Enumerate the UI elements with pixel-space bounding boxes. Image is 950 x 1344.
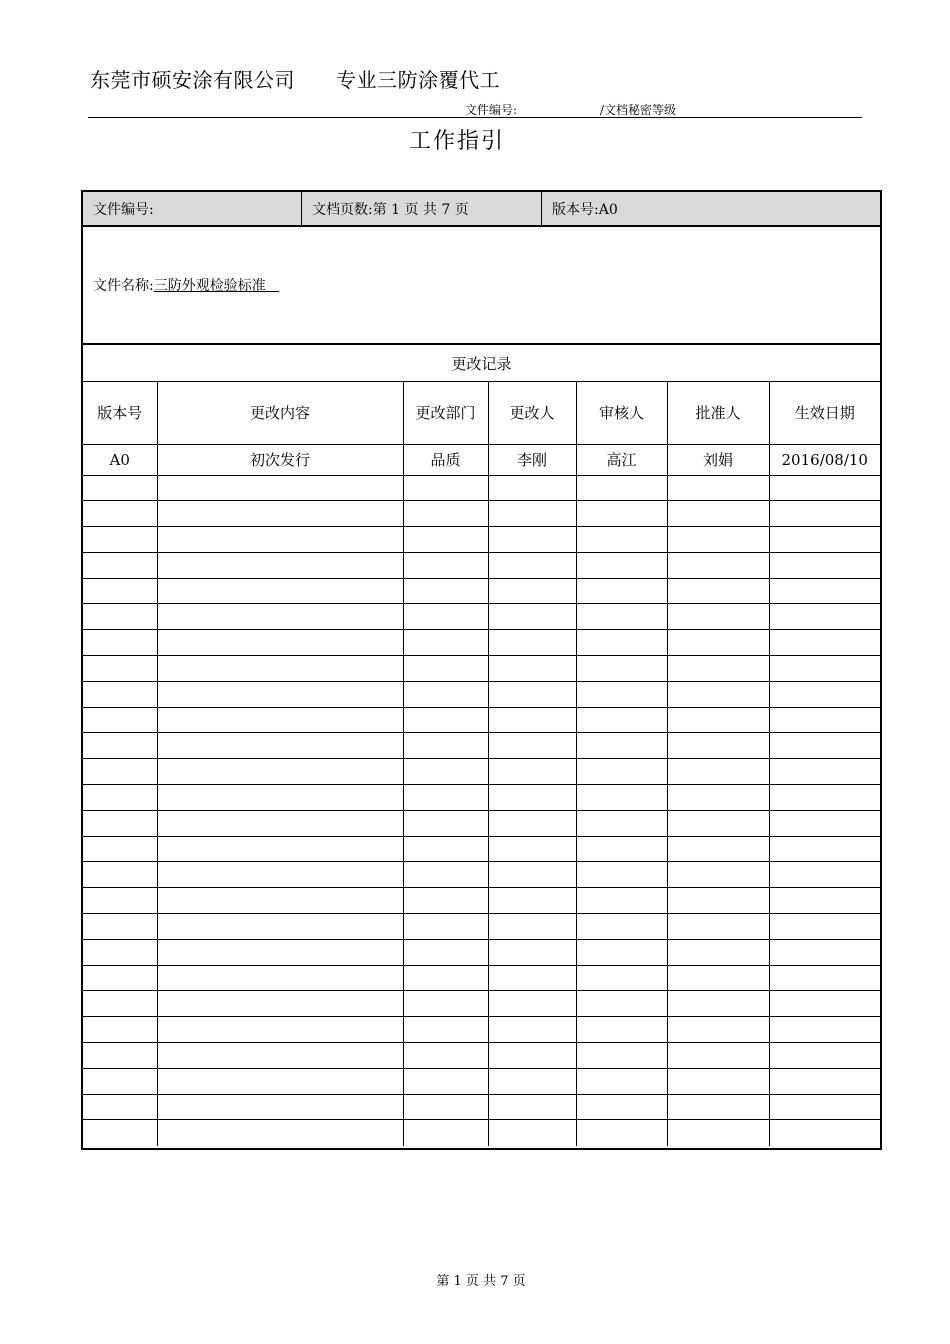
- table-cell: [667, 681, 769, 707]
- table-cell: [403, 681, 488, 707]
- table-cell: [488, 914, 576, 940]
- table-cell: [769, 965, 880, 991]
- table-cell: [488, 991, 576, 1017]
- table-cell: [667, 939, 769, 965]
- table-cell: [576, 552, 667, 578]
- table-cell: [667, 656, 769, 682]
- table-cell: [769, 1043, 880, 1069]
- table-cell: [403, 888, 488, 914]
- table-cell: [667, 1017, 769, 1043]
- table-cell: [769, 681, 880, 707]
- table-cell: [157, 965, 403, 991]
- table-cell: [576, 759, 667, 785]
- table-cell: [403, 965, 488, 991]
- table-cell: [157, 1017, 403, 1043]
- table-cell: [83, 527, 157, 553]
- table-row: [83, 1017, 880, 1043]
- table-cell: [667, 501, 769, 527]
- table-cell: [157, 1120, 403, 1146]
- table-cell: [576, 604, 667, 630]
- table-cell: [576, 785, 667, 811]
- version-cell: 版本号:A0: [552, 201, 618, 218]
- table-cell: 品质: [403, 444, 488, 475]
- document-title: 工作指引: [408, 129, 505, 154]
- table-cell: [157, 578, 403, 604]
- table-cell: [667, 630, 769, 656]
- table-cell: [83, 862, 157, 888]
- header-secret-level-label: /文档秘密等级: [600, 103, 677, 117]
- table-cell: [488, 888, 576, 914]
- table-cell: [769, 630, 880, 656]
- table-cell: [576, 862, 667, 888]
- table-row: [83, 1068, 880, 1094]
- table-cell: [157, 810, 403, 836]
- file-name-box: [83, 227, 880, 345]
- table-row: [83, 836, 880, 862]
- table-cell: [576, 707, 667, 733]
- document-frame: [81, 190, 882, 1150]
- table-cell: [488, 552, 576, 578]
- table-cell: [488, 1043, 576, 1069]
- table-cell: [157, 475, 403, 501]
- table-cell: [488, 681, 576, 707]
- table-row: [83, 759, 880, 785]
- table-row: [83, 604, 880, 630]
- table-cell: [488, 785, 576, 811]
- page-count-cell: 文档页数:第 1 页 共 7 页: [302, 192, 542, 225]
- table-cell: [769, 1120, 880, 1146]
- table-cell: [576, 578, 667, 604]
- table-cell: [403, 785, 488, 811]
- table-cell: [83, 1043, 157, 1069]
- table-cell: [157, 733, 403, 759]
- table-cell: [576, 939, 667, 965]
- table-cell: [403, 914, 488, 940]
- table-cell: [769, 578, 880, 604]
- table-row: [83, 552, 880, 578]
- table-cell: [157, 759, 403, 785]
- table-cell: [403, 810, 488, 836]
- file-name-value: 三防外观检验标准: [153, 278, 280, 294]
- table-cell: [667, 991, 769, 1017]
- table-cell: [83, 836, 157, 862]
- table-cell: [576, 1043, 667, 1069]
- table-cell: [403, 501, 488, 527]
- table-cell: [83, 656, 157, 682]
- document-info-row: [83, 192, 880, 227]
- table-cell: [769, 785, 880, 811]
- column-header-version: 版本号: [83, 382, 157, 444]
- table-cell: [83, 1120, 157, 1146]
- table-cell: [403, 1043, 488, 1069]
- table-cell: [576, 914, 667, 940]
- table-cell: [769, 759, 880, 785]
- table-cell: [667, 759, 769, 785]
- table-cell: [769, 836, 880, 862]
- table-cell: 高江: [576, 444, 667, 475]
- table-cell: [403, 656, 488, 682]
- change-record-title: 更改记录: [83, 345, 880, 382]
- table-cell: [488, 965, 576, 991]
- table-cell: [403, 939, 488, 965]
- table-cell: [576, 836, 667, 862]
- table-cell: [488, 475, 576, 501]
- table-cell: [667, 810, 769, 836]
- table-row: [83, 785, 880, 811]
- table-cell: [403, 733, 488, 759]
- table-row: [83, 681, 880, 707]
- table-cell: [83, 604, 157, 630]
- table-cell: [667, 862, 769, 888]
- table-cell: [157, 630, 403, 656]
- table-cell: [403, 578, 488, 604]
- table-cell: [667, 1120, 769, 1146]
- table-cell: [403, 604, 488, 630]
- table-cell: [403, 836, 488, 862]
- table-cell: [769, 656, 880, 682]
- table-cell: [157, 1094, 403, 1120]
- table-cell: [157, 785, 403, 811]
- table-cell: [403, 1094, 488, 1120]
- table-cell: [667, 475, 769, 501]
- table-row: [83, 965, 880, 991]
- table-cell: [576, 965, 667, 991]
- file-number-cell: 文件编号:: [83, 192, 302, 225]
- table-cell: [403, 1068, 488, 1094]
- table-cell: [667, 1068, 769, 1094]
- table-cell: 刘娟: [667, 444, 769, 475]
- page-footer: 第 1 页 共 7 页: [436, 1274, 526, 1289]
- company-slogan: 专业三防涂覆代工: [336, 68, 501, 92]
- table-header-row: [83, 382, 880, 444]
- table-cell: [488, 1068, 576, 1094]
- table-cell: [576, 656, 667, 682]
- table-cell: [667, 1094, 769, 1120]
- table-cell: [667, 578, 769, 604]
- column-header-changer: 更改人: [488, 382, 576, 444]
- table-cell: [667, 1043, 769, 1069]
- table-cell: A0: [83, 444, 157, 475]
- table-cell: [403, 991, 488, 1017]
- table-row: [83, 578, 880, 604]
- table-cell: [488, 759, 576, 785]
- table-cell: [488, 836, 576, 862]
- table-cell: [83, 991, 157, 1017]
- column-header-content: 更改内容: [157, 382, 403, 444]
- table-cell: 李刚: [488, 444, 576, 475]
- table-cell: [667, 965, 769, 991]
- table-cell: [488, 501, 576, 527]
- table-cell: [83, 475, 157, 501]
- table-cell: [488, 630, 576, 656]
- table-row: [83, 939, 880, 965]
- table-cell: [769, 733, 880, 759]
- table-cell: [769, 1068, 880, 1094]
- table-cell: [83, 578, 157, 604]
- table-cell: [576, 1094, 667, 1120]
- table-cell: [83, 1094, 157, 1120]
- table-cell: [403, 475, 488, 501]
- table-cell: [488, 810, 576, 836]
- table-cell: [576, 501, 667, 527]
- table-cell: [488, 862, 576, 888]
- table-cell: [488, 733, 576, 759]
- table-cell: [667, 527, 769, 553]
- table-cell: 初次发行: [157, 444, 403, 475]
- table-cell: [488, 656, 576, 682]
- table-cell: [403, 707, 488, 733]
- table-cell: [83, 939, 157, 965]
- table-cell: [83, 552, 157, 578]
- change-record-table: [83, 382, 880, 1146]
- table-row: [83, 888, 880, 914]
- table-cell: [769, 527, 880, 553]
- table-cell: [667, 733, 769, 759]
- table-cell: [576, 810, 667, 836]
- table-cell: [488, 1120, 576, 1146]
- header-divider: [88, 117, 862, 118]
- table-cell: [667, 836, 769, 862]
- table-row: [83, 1120, 880, 1146]
- table-row: [83, 444, 880, 475]
- table-cell: [769, 939, 880, 965]
- table-cell: [576, 630, 667, 656]
- table-cell: [83, 630, 157, 656]
- table-cell: [157, 707, 403, 733]
- table-cell: [667, 785, 769, 811]
- table-row: [83, 501, 880, 527]
- table-cell: [488, 939, 576, 965]
- table-cell: [667, 552, 769, 578]
- table-cell: [403, 759, 488, 785]
- table-cell: [576, 1068, 667, 1094]
- table-cell: [403, 630, 488, 656]
- table-cell: [667, 707, 769, 733]
- table-cell: [769, 914, 880, 940]
- table-cell: [576, 527, 667, 553]
- table-cell: [157, 1043, 403, 1069]
- table-cell: [157, 604, 403, 630]
- table-cell: [83, 888, 157, 914]
- table-cell: [488, 1017, 576, 1043]
- company-header: [90, 64, 500, 93]
- table-cell: [488, 604, 576, 630]
- table-row: [83, 862, 880, 888]
- table-cell: [403, 552, 488, 578]
- column-header-reviewer: 审核人: [576, 382, 667, 444]
- table-cell: [769, 888, 880, 914]
- table-cell: [157, 888, 403, 914]
- table-cell: [576, 888, 667, 914]
- header-file-number-label: 文件编号:: [465, 103, 518, 117]
- column-header-effective-date: 生效日期: [769, 382, 880, 444]
- table-cell: [157, 501, 403, 527]
- file-name-label: 文件名称:: [93, 278, 154, 294]
- table-cell: [769, 991, 880, 1017]
- table-cell: [157, 914, 403, 940]
- column-header-department: 更改部门: [403, 382, 488, 444]
- table-row: [83, 630, 880, 656]
- table-cell: [157, 939, 403, 965]
- table-cell: [403, 1120, 488, 1146]
- table-cell: [83, 707, 157, 733]
- table-cell: [769, 862, 880, 888]
- table-row: [83, 475, 880, 501]
- table-cell: [157, 656, 403, 682]
- table-cell: [83, 785, 157, 811]
- table-cell: [83, 501, 157, 527]
- table-cell: [769, 552, 880, 578]
- table-cell: [576, 1120, 667, 1146]
- table-cell: [157, 991, 403, 1017]
- table-cell: [576, 991, 667, 1017]
- table-row: [83, 914, 880, 940]
- table-row: [83, 527, 880, 553]
- table-cell: [83, 810, 157, 836]
- table-cell: [83, 681, 157, 707]
- table-cell: [83, 733, 157, 759]
- table-cell: [157, 836, 403, 862]
- table-cell: [769, 1094, 880, 1120]
- table-cell: [769, 475, 880, 501]
- table-cell: [488, 707, 576, 733]
- column-header-approver: 批准人: [667, 382, 769, 444]
- company-name: 东莞市硕安涂有限公司: [90, 68, 295, 92]
- table-cell: [769, 1017, 880, 1043]
- table-cell: [576, 733, 667, 759]
- table-cell: 2016/08/10: [769, 444, 880, 475]
- table-cell: [83, 759, 157, 785]
- table-row: [83, 1043, 880, 1069]
- table-cell: [157, 681, 403, 707]
- table-row: [83, 991, 880, 1017]
- table-cell: [83, 914, 157, 940]
- table-cell: [769, 501, 880, 527]
- table-cell: [769, 604, 880, 630]
- table-cell: [83, 1017, 157, 1043]
- table-cell: [769, 707, 880, 733]
- table-row: [83, 1094, 880, 1120]
- table-row: [83, 656, 880, 682]
- table-cell: [83, 965, 157, 991]
- table-cell: [157, 1068, 403, 1094]
- table-cell: [83, 1068, 157, 1094]
- table-cell: [488, 578, 576, 604]
- table-cell: [157, 552, 403, 578]
- table-cell: [488, 527, 576, 553]
- table-cell: [769, 810, 880, 836]
- table-cell: [576, 1017, 667, 1043]
- table-cell: [576, 681, 667, 707]
- table-cell: [403, 527, 488, 553]
- table-cell: [667, 914, 769, 940]
- table-cell: [157, 527, 403, 553]
- table-cell: [488, 1094, 576, 1120]
- table-cell: [667, 604, 769, 630]
- table-cell: [157, 862, 403, 888]
- table-row: [83, 707, 880, 733]
- table-cell: [667, 888, 769, 914]
- table-cell: [576, 475, 667, 501]
- table-row: [83, 810, 880, 836]
- table-cell: [403, 1017, 488, 1043]
- table-cell: [403, 862, 488, 888]
- change-record-body: [83, 444, 880, 1146]
- table-row: [83, 733, 880, 759]
